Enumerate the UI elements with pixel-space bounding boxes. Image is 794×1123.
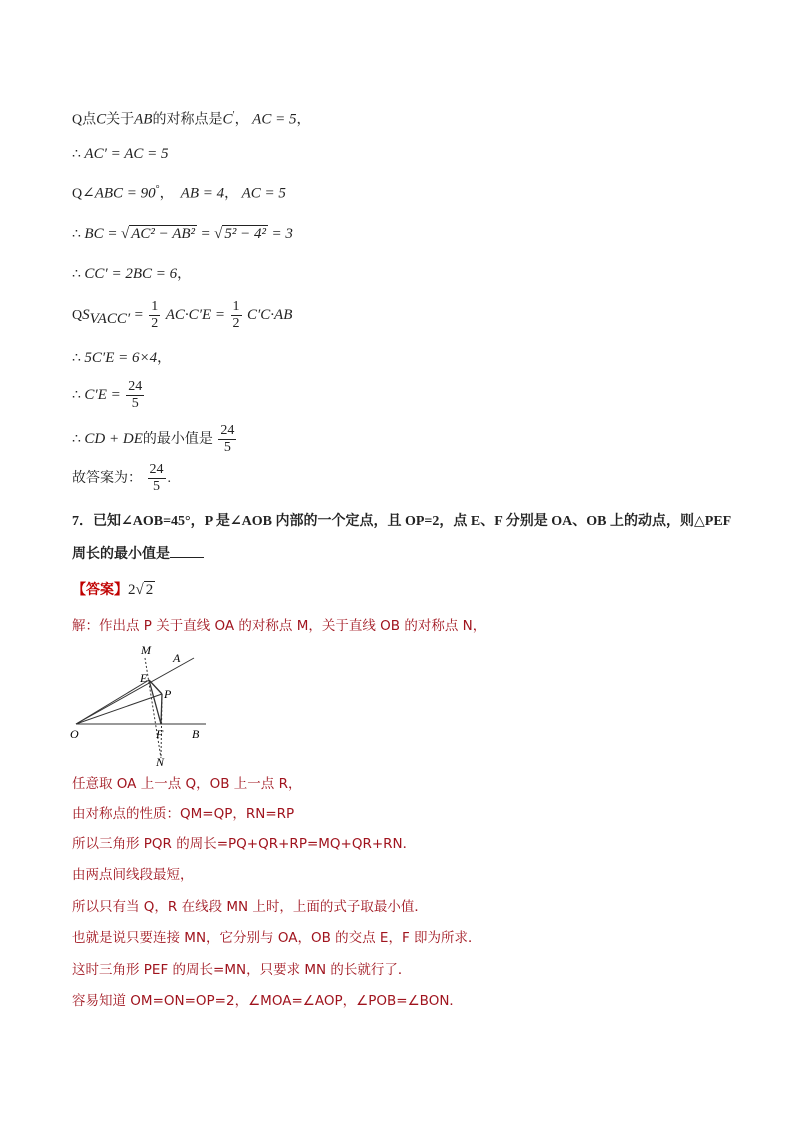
label-a: A <box>173 651 181 665</box>
step-line-5: ∴ CC′ = 2BC = 6， <box>72 266 192 282</box>
step-line-1: Q点C关于AB的对称点是C′， AC = 5， <box>72 110 311 128</box>
sqrt-expression: √ 5² − 4² <box>214 226 267 242</box>
because-symbol: Q <box>72 112 83 128</box>
sqrt-expression: √ 2 <box>135 582 154 598</box>
solution-line-5: 由两点间线段最短， <box>72 867 194 883</box>
step-line-6: $QS_{VACC'}$ = $\frac{1}{2}$ AC·C′E = $\frac{1}{2}$ C′C·AB <box>72 299 293 332</box>
step-line-7: ∴ 5C′E = 6×4， <box>72 350 172 366</box>
question-7-line-2: 周长的最小值是 <box>72 543 754 565</box>
answer-blank <box>170 543 204 558</box>
solution-line-6: 所以只有当 Q，R 在线段 MN 上时，上面的式子取最小值． <box>72 899 428 915</box>
fraction: $\frac{24}{5}$ <box>149 462 164 495</box>
sqrt-expression: √ AC² − AB² <box>120 226 196 242</box>
step-line-4: ∴ BC = √ AC² − AB² = √ 5² − 4² = 3 <box>72 226 293 242</box>
therefore-symbol: ∴ <box>72 147 81 162</box>
final-answer-line: 故答案为： $\frac{24}{5}$ . <box>72 462 171 495</box>
label-n: N <box>156 755 165 769</box>
geometry-figure <box>70 640 220 770</box>
answer-tag: 【答案】 <box>72 582 128 598</box>
label-f: F <box>156 727 164 741</box>
solution-line-3: 由对称点的性质：QM=QP，RN=RP <box>72 806 295 822</box>
label-b: B <box>192 727 200 741</box>
solution-line-9: 容易知道 OM=ON=OP=2，∠MOA=∠AOP，∠POB=∠BON． <box>72 993 463 1009</box>
fraction: $\frac{24}{5}$ <box>128 379 143 412</box>
label-o: O <box>70 727 79 741</box>
fraction: $\frac{24}{5}$ <box>220 423 235 456</box>
question-7-line-1: 7．已知∠AOB=45°，P 是∠AOB 内部的一个定点，且 OP=2，点 E、F 分别是 OA、OB 上的动点，则△PEF <box>72 514 732 529</box>
step-line-8: ∴ C′E = $\frac{24}{5}$ <box>72 379 143 412</box>
solution-line-2: 任意取 OA 上一点 Q，OB 上一点 R， <box>72 776 302 792</box>
step-line-3: Q∠ABC = 90°， AB = 4， AC = 5 <box>72 184 286 202</box>
label-e: E <box>140 671 148 685</box>
ray-oa <box>76 658 194 724</box>
fraction: $\frac{1}{2}$ <box>151 299 159 332</box>
solution-line-7: 也就是说只要连接 MN，它分别与 OA，OB 的交点 E，F 即为所求． <box>72 930 482 946</box>
answer-line: 【答案】2√ 2 <box>72 582 154 598</box>
segment-mn-dashed <box>145 658 161 758</box>
solution-line-1: 解：作出点 P 关于直线 OA 的对称点 M，关于直线 OB 的对称点 N， <box>72 618 487 634</box>
label-m: M <box>141 643 151 657</box>
step-line-2: ∴ AC′ = AC = 5 <box>72 146 169 162</box>
fraction: $\frac{1}{2}$ <box>232 299 240 332</box>
label-p: P <box>164 687 172 701</box>
solution-line-4: 所以三角形 PQR 的周长=PQ+QR+RP=MQ+QR+RN． <box>72 836 417 852</box>
step-line-9: ∴ CD + DE的最小值是 $\frac{24}{5}$ <box>72 423 235 456</box>
solution-line-8: 这时三角形 PEF 的周长=MN，只要求 MN 的长就行了． <box>72 962 412 978</box>
